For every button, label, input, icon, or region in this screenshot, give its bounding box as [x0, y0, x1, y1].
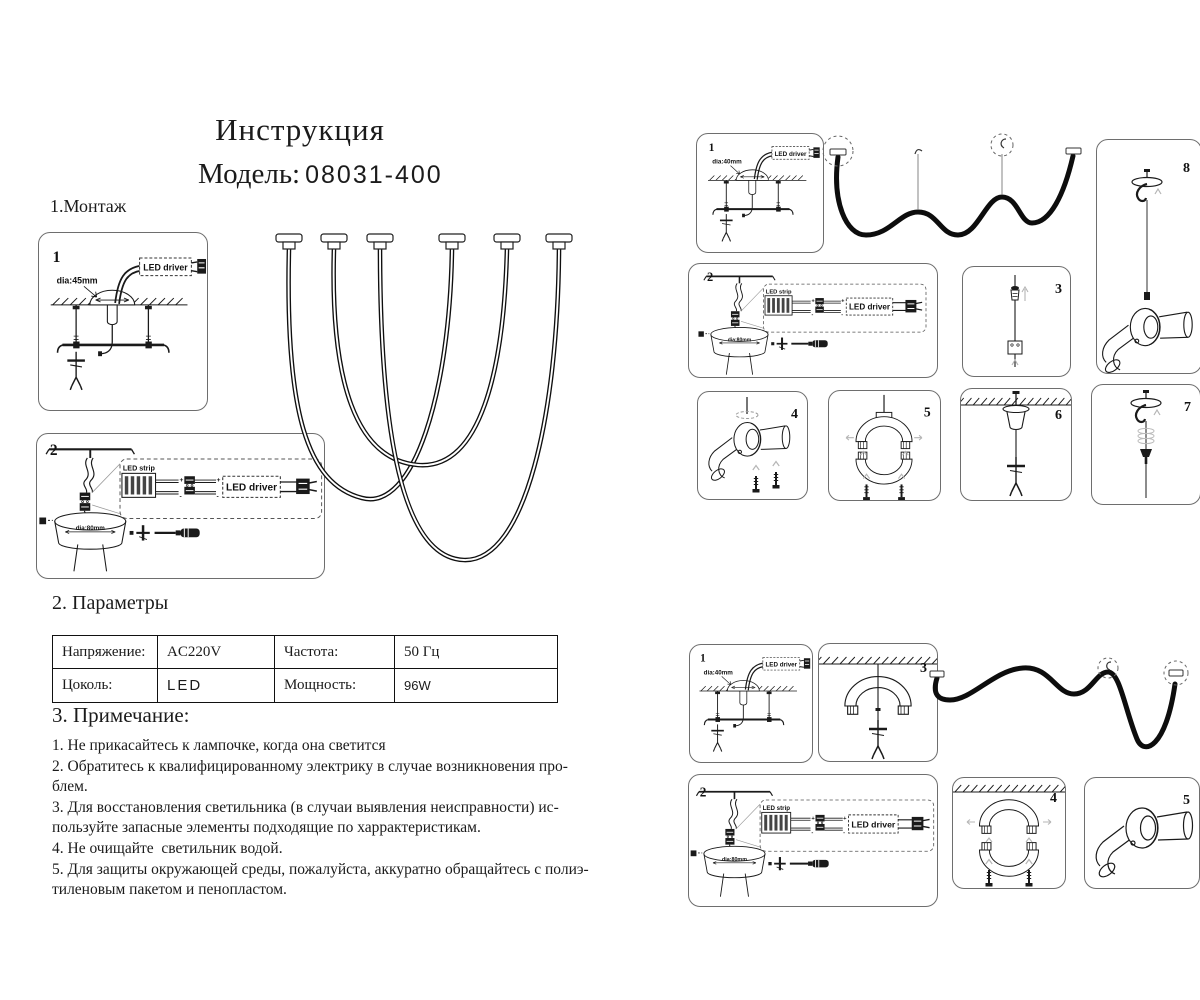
- right-top-step-7-panel: [1091, 384, 1200, 505]
- model-line: [198, 158, 443, 191]
- panel-number: 3: [920, 661, 927, 676]
- panel-number: 1: [52, 248, 61, 266]
- right-top-step-6-panel: [960, 388, 1072, 501]
- right-top-step-4-panel: [697, 391, 808, 500]
- cord-end-cap: [930, 671, 944, 677]
- right-bottom-step-2-panel: [688, 774, 938, 907]
- pendant-lamp-figure: [252, 222, 650, 586]
- note-line: пользуйте запасные элементы подходящие по харрактеристикам.: [52, 819, 481, 837]
- panel-number: 5: [923, 404, 931, 420]
- model-number: 08031-400: [305, 161, 443, 189]
- param-value-socket: LED: [158, 669, 275, 702]
- panel-number: 5: [1183, 793, 1190, 808]
- right-top-step-2-panel: [688, 263, 938, 378]
- pendant-wave-figure-top: [818, 120, 1110, 252]
- panel-number: 2: [49, 442, 58, 460]
- notes-list: [52, 736, 652, 901]
- note-line: 4. Не очищайте светильник водой.: [52, 839, 283, 857]
- param-value-voltage: AC220V: [158, 636, 275, 669]
- note-line: тиленовым пакетом и пенопластом.: [52, 881, 287, 899]
- right-bottom-step-4-panel: [952, 777, 1066, 889]
- note-line: блем.: [52, 778, 88, 796]
- step-1-diagram: [39, 233, 207, 410]
- parameters-table: [52, 635, 558, 703]
- panel-number: 6: [1055, 408, 1062, 423]
- diameter-label: dia:40mm: [712, 158, 742, 166]
- panel-number: 7: [1184, 400, 1191, 415]
- right-top-step-5-panel: [828, 390, 941, 501]
- note-line: 3. Для восстановления светильника (в случаи выявления неисправности) ис-: [52, 798, 559, 816]
- panel-number: 3: [1055, 282, 1062, 297]
- section-notes-heading: 3. Примечание:: [52, 703, 190, 727]
- diameter-label: dia:40mm: [703, 669, 733, 677]
- pendant-wave-figure-bottom: [928, 640, 1198, 778]
- right-bottom-step-1-panel: [689, 644, 813, 763]
- panel-number: 4: [791, 407, 798, 422]
- page-title: Инструкция: [215, 112, 385, 147]
- diameter-label: dia:45mm: [56, 275, 98, 286]
- cord-end-cap: [830, 149, 846, 155]
- right-top-step-3-panel: [962, 266, 1071, 377]
- param-value-frequency: 50 Гц: [395, 636, 557, 669]
- panel-number: 2: [699, 784, 707, 800]
- param-value-power: 96W: [404, 678, 431, 693]
- note-line: 5. Для защиты окружающей среды, пожалуйста, аккуратно обращайтесь с полиэ-: [52, 860, 589, 878]
- param-label-frequency: Частота:: [275, 636, 395, 669]
- right-bottom-step-3-panel: [818, 643, 938, 762]
- panel-number: 1: [708, 141, 715, 154]
- note-line: 2. Обратитесь к квалифицированному электрику в случае возникновения про-: [52, 757, 568, 775]
- right-top-step-1-panel: [696, 133, 824, 253]
- right-bottom-step-5-panel: [1084, 777, 1200, 889]
- panel-number: 1: [700, 652, 706, 665]
- note-line: 1. Не прикасайтесь к лампочке, когда она светится: [52, 737, 386, 754]
- param-label-voltage: Напряжение:: [53, 636, 158, 669]
- panel-number: 8: [1183, 161, 1190, 176]
- hook-icon: [915, 150, 922, 154]
- section-montage-heading: 1.Монтаж: [50, 196, 127, 216]
- right-top-step-8-panel: [1096, 139, 1200, 374]
- panel-number: 4: [1050, 791, 1057, 806]
- cord-end-cap: [1169, 670, 1183, 676]
- ceiling-cap-icons: [276, 234, 572, 249]
- hook-icon: [1107, 662, 1111, 670]
- param-label-socket: Цоколь:: [53, 669, 158, 702]
- panel-number: 2: [706, 270, 714, 285]
- section-params-heading: 2. Параметры: [52, 592, 169, 614]
- cord-end-cap: [1066, 148, 1081, 154]
- hook-icon: [1001, 139, 1006, 148]
- montage-step-1-panel: [38, 232, 208, 411]
- model-label: Модель:: [198, 158, 301, 190]
- param-label-power: Мощность:: [275, 669, 395, 702]
